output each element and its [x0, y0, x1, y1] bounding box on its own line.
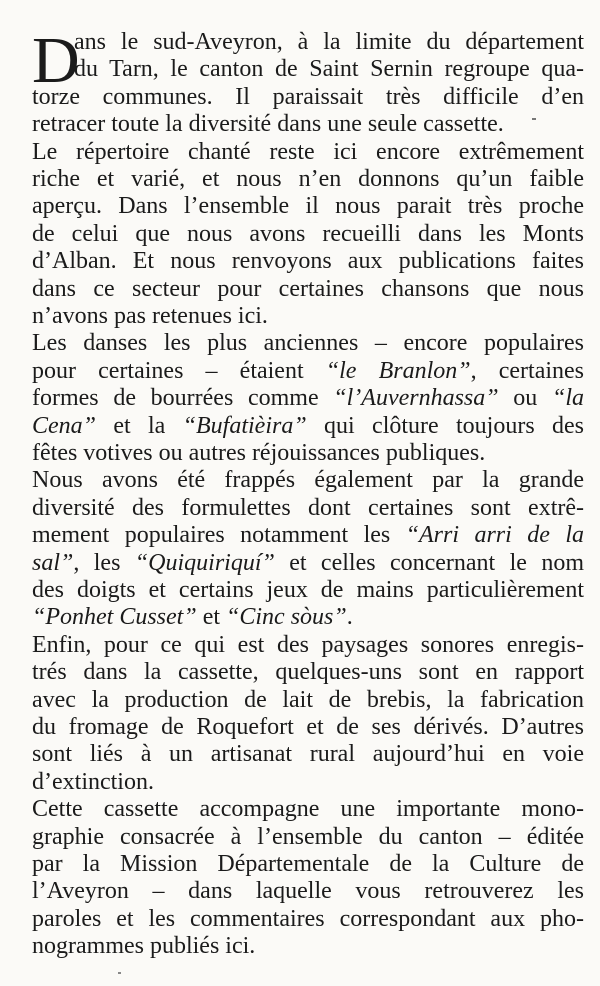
text-run: avec la production de lait de brebis, la fabrication — [32, 686, 584, 713]
italic-title: sal” — [32, 549, 74, 576]
italic-title: “le Branlon” — [325, 357, 471, 384]
italic-title: Cena” — [32, 412, 97, 439]
text-run: par la Mission Départementale de la Culture de — [32, 851, 584, 877]
text-run: ans le sud-Aveyron, à la limite du département — [74, 29, 584, 55]
italic-title: “Ponhet Cusset” — [32, 604, 197, 631]
text-run: trés dans la cassette, quelques-uns sont en rapport — [32, 659, 584, 686]
text-run: paroles et les commentaires correspondant aux pho- — [32, 905, 584, 932]
text-run: et la — [96, 412, 183, 439]
text-run: Le répertoire chanté reste ici encore extrêmement — [32, 138, 584, 165]
text-run: ou — [498, 385, 552, 412]
text-run: . — [346, 604, 353, 631]
text-run: Les danses les plus anciennes – encore populaires — [32, 330, 584, 357]
text-line — [32, 928, 584, 964]
text-run: retracer toute la diversité dans une seule cassette. — [32, 111, 504, 138]
italic-title: “Bufatièira” — [182, 412, 307, 439]
italic-title: “Cinc sòus” — [226, 604, 347, 631]
text-run: graphie consacrée à l’ensemble du canton – éditée — [32, 823, 584, 850]
text-run: formes de bourrées comme — [32, 385, 334, 412]
text-run: , les — [73, 549, 135, 576]
italic-title: “Arri arri de la — [405, 522, 585, 549]
text-run: sont liés à un artisanat rural aujourd’hui en voie — [32, 741, 584, 768]
text-run: Enfin, pour ce qui est des paysages sonores enregis- — [32, 631, 584, 658]
text-run: diversité des formulettes dont certaines sont extrê- — [32, 494, 584, 521]
text-run: des doigts et certains jeux de mains particulièrement — [32, 577, 584, 603]
stray-mark — [118, 972, 121, 974]
text-run: pour certaines – étaient — [32, 357, 326, 384]
drop-cap: D — [32, 24, 80, 97]
text-run: du Tarn, le canton de Saint Sernin regroupe qua- — [74, 56, 584, 83]
text-run: fêtes votives ou autres réjouissances publiques. — [32, 440, 486, 466]
text-run: de celui que nous avons recueilli dans les Monts — [32, 220, 584, 247]
text-run: et — [196, 604, 227, 631]
text-run: d’Alban. Et nous renvoyons aux publications faites — [32, 248, 584, 275]
text-run: d’extinction. — [32, 768, 154, 795]
italic-title: “l’Auvernhassa” — [333, 385, 499, 412]
italic-title: “la — [551, 385, 584, 412]
text-run: , certaines — [470, 357, 585, 384]
text-run: riche et varié, et nous n’en donnons qu’un faible — [32, 166, 584, 192]
text-run: torze communes. Il paraissait très difficile d’en — [32, 83, 584, 110]
text-run: l’Aveyron – dans laquelle vous retrouverez les — [32, 878, 584, 905]
text-run: n’avons pas retenues ici. — [32, 303, 268, 329]
italic-title: “Quiquiriquí” — [134, 549, 275, 576]
text-run: aperçu. Dans l’ensemble il nous parait très proche — [32, 193, 584, 220]
text-run: nogrammes publiés ici. — [32, 933, 256, 960]
text-run: mement populaires notamment les — [32, 522, 406, 549]
text-run: Cette cassette accompagne une importante mono- — [32, 796, 584, 823]
text-run: et celles concernant le nom — [274, 549, 584, 576]
text-run: du fromage de Roquefort et de ses dérivés. D’autres — [32, 714, 584, 740]
text-run: qui clôture toujours des — [306, 412, 585, 439]
text-run: Nous avons été frappés également par la grande — [32, 467, 584, 494]
text-run: dans ce secteur pour certaines chansons que nous — [32, 275, 584, 302]
stray-mark — [532, 118, 536, 120]
